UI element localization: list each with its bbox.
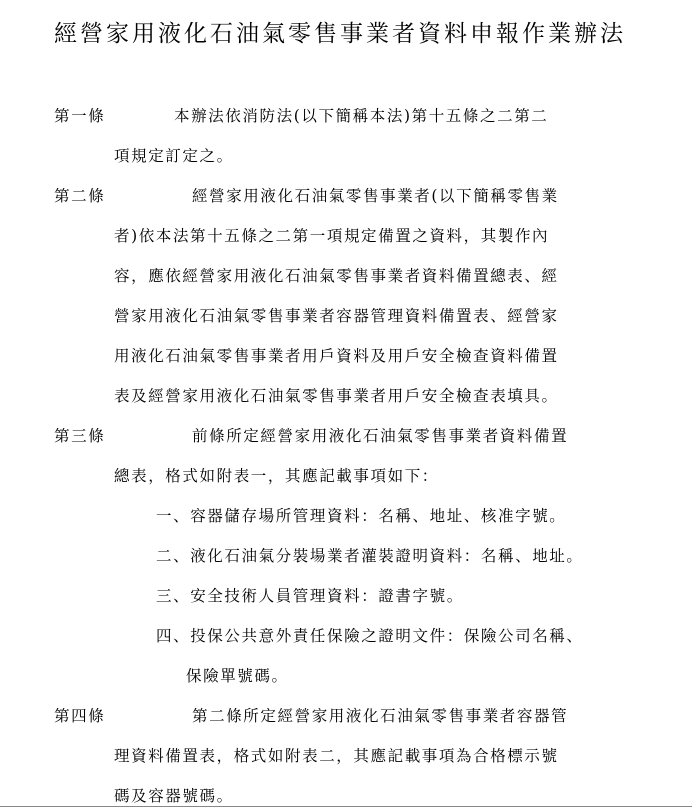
article-label: 第三條 — [54, 427, 106, 445]
article-label: 第一條 — [54, 107, 106, 125]
article-list-item: 四、投保公共意外責任保險之證明文件：保險公司名稱、 — [156, 627, 584, 645]
article-text-line: 碼及容器號碼。 — [114, 787, 234, 805]
article-list-item: 二、液化石油氣分裝場業者灌裝證明資料：名稱、地址。 — [156, 547, 584, 565]
article-list-item-continuation: 保險單號碼。 — [186, 667, 289, 685]
article-text-line: 用液化石油氣零售事業者用戶資料及用戶安全檢查資料備置 — [114, 347, 559, 365]
article-text-line: 經營家用液化石油氣零售事業者(以下簡稱零售業 — [192, 187, 559, 205]
article-text-line: 第二條所定經營家用液化石油氣零售事業者容器管 — [192, 707, 569, 725]
article-list-item: 一、容器儲存場所管理資料：名稱、地址、核准字號。 — [156, 507, 567, 525]
article-label: 第四條 — [54, 707, 106, 725]
article-list-item: 三、安全技術人員管理資料：證書字號。 — [156, 587, 464, 605]
article-text-line: 營家用液化石油氣零售事業者容器管理資料備置表、經營家 — [114, 307, 559, 325]
article-text-line: 者)依本法第十五條之二第一項規定備置之資料，其製作內 — [114, 227, 550, 245]
article-text-line: 總表，格式如附表一，其應記載事項如下： — [114, 467, 439, 485]
article-text-line: 本辦法依消防法(以下簡稱本法)第十五條之二第二 — [174, 107, 549, 125]
article-text-line: 前條所定經營家用液化石油氣零售事業者資料備置 — [192, 427, 569, 445]
article-text-line: 理資料備置表，格式如附表二，其應記載事項為合格標示號 — [114, 747, 559, 765]
article-text-line: 項規定訂定之。 — [114, 147, 234, 165]
article-text-line: 容，應依經營家用液化石油氣零售事業者資料備置總表、經 — [114, 267, 559, 285]
article-label: 第二條 — [54, 187, 106, 205]
document-title: 經營家用液化石油氣零售事業者資料申報作業辦法 — [54, 21, 626, 47]
article-text-line: 表及經營家用液化石油氣零售事業者用戶安全檢查表填具。 — [114, 387, 559, 405]
